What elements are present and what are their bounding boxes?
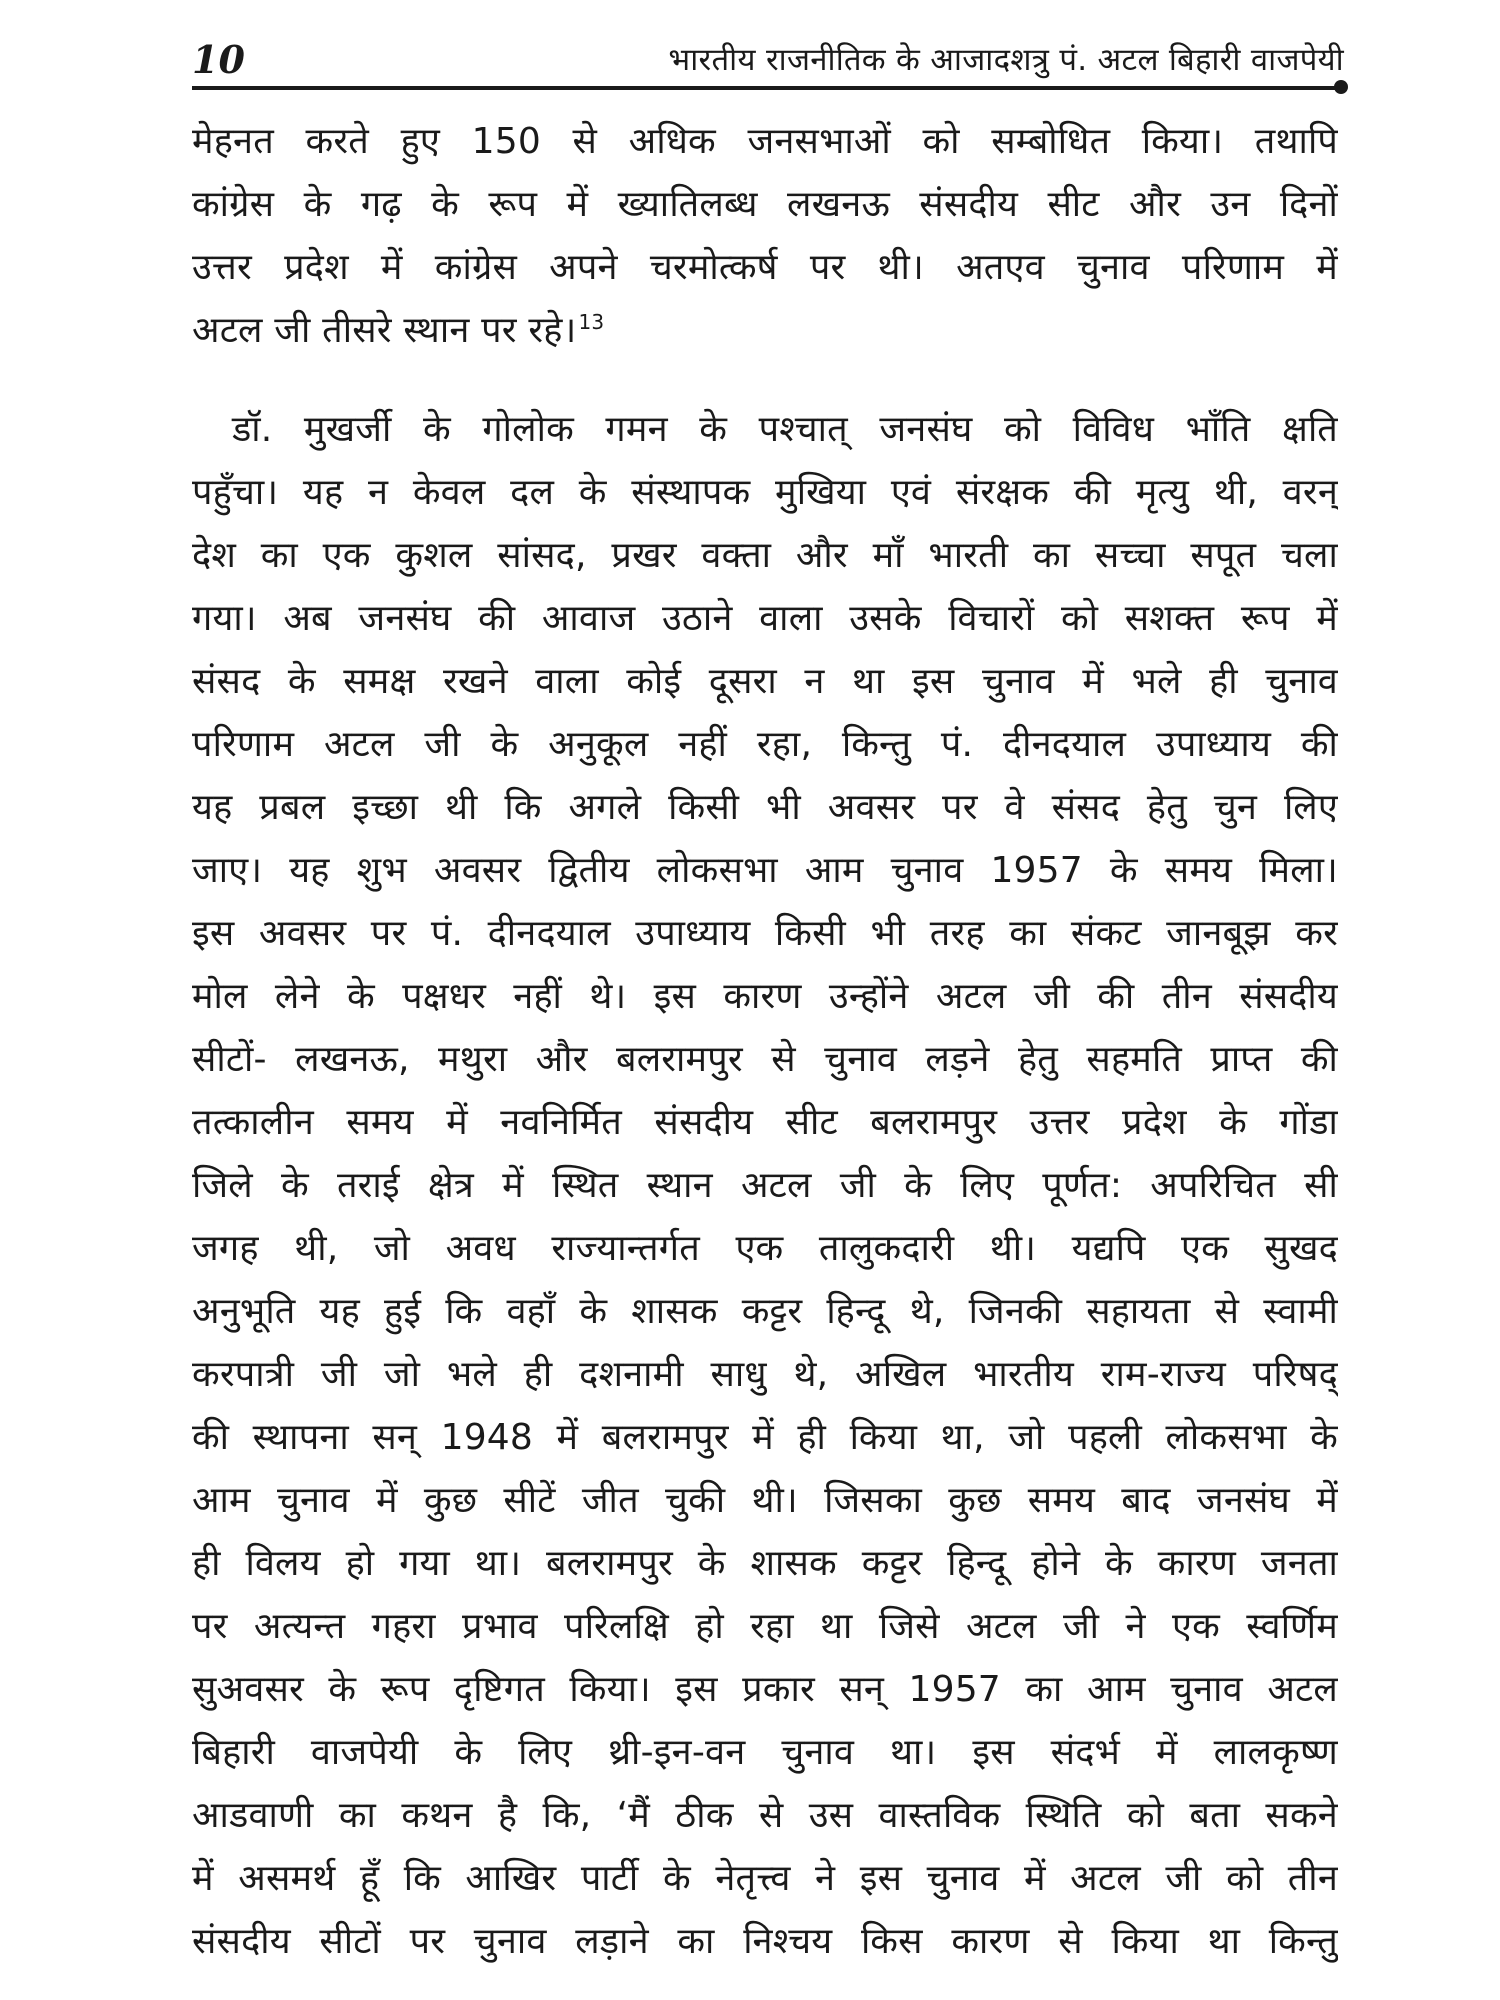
text-line: इस अवसर पर पं. दीनदयाल उपाध्याय किसी भी तरह का संकट जानबूझ कर	[192, 913, 1338, 954]
running-title: भारतीय राजनीतिक के आजादशत्रु पं. अटल बिहारी वाजपेयी	[668, 42, 1344, 78]
text-line: सीटों- लखनऊ, मथुरा और बलरामपुर से चुनाव लड़ने हेतु सहमति प्राप्त की	[192, 1039, 1338, 1080]
paragraph-1	[192, 110, 1338, 362]
text-line: पहुँचा। यह न केवल दल के संस्थापक मुखिया एवं संरक्षक की मृत्यु थी, वरन्	[192, 472, 1338, 513]
text-line: जाए। यह शुभ अवसर द्वितीय लोकसभा आम चुनाव 1957 के समय मिला।	[192, 850, 1338, 891]
text-line: बिहारी वाजपेयी के लिए थ्री-इन-वन चुनाव था। इस संदर्भ में लालकृष्ण	[192, 1732, 1338, 1773]
text-line: मोल लेने के पक्षधर नहीं थे। इस कारण उन्होंने अटल जी की तीन संसदीय	[192, 976, 1338, 1017]
text-line: करपात्री जी जो भले ही दशनामी साधु थे, अखिल भारतीय राम-राज्य परिषद्	[192, 1354, 1338, 1395]
paragraph-gap	[192, 362, 1338, 398]
text-line: की स्थापना सन् 1948 में बलरामपुर में ही किया था, जो पहली लोकसभा के	[192, 1417, 1338, 1458]
text-line: में असमर्थ हूँ कि आखिर पार्टी के नेतृत्त्व ने इस चुनाव में अटल जी को तीन	[192, 1858, 1338, 1899]
page-header	[192, 30, 1344, 88]
text-line: आम चुनाव में कुछ सीटें जीत चुकी थी। जिसका कुछ समय बाद जनसंघ में	[192, 1480, 1338, 1521]
text-line: कांग्रेस के गढ़ के रूप में ख्यातिलब्ध लखनऊ संसदीय सीट और उन दिनों	[192, 184, 1338, 225]
text-line: जगह थी, जो अवध राज्यान्तर्गत एक तालुकदारी थी। यद्यपि एक सुखद	[192, 1228, 1338, 1269]
text-line: संसदीय सीटों पर चुनाव लड़ाने का निश्चय किस कारण से किया था किन्तु	[192, 1921, 1338, 1962]
text-line: जिले के तराई क्षेत्र में स्थित स्थान अटल जी के लिए पूर्णत: अपरिचित सी	[192, 1165, 1338, 1206]
body-text	[192, 110, 1338, 1973]
text-line: परिणाम अटल जी के अनुकूल नहीं रहा, किन्तु पं. दीनदयाल उपाध्याय की	[192, 724, 1338, 765]
text-line: मेहनत करते हुए 150 से अधिक जनसभाओं को सम्बोधित किया। तथापि	[192, 121, 1338, 162]
header-rule-dot	[1334, 80, 1348, 94]
text-line: देश का एक कुशल सांसद, प्रखर वक्ता और माँ भारती का सच्चा सपूत चला	[192, 535, 1338, 576]
paragraph-2	[192, 398, 1338, 1973]
text-line: तत्कालीन समय में नवनिर्मित संसदीय सीट बलरामपुर उत्तर प्रदेश के गोंडा	[192, 1102, 1338, 1143]
text-line: आडवाणी का कथन है कि, ‘मैं ठीक से उस वास्तविक स्थिति को बता सकने	[192, 1795, 1338, 1836]
text-line: उत्तर प्रदेश में कांग्रेस अपने चरमोत्कर्ष पर थी। अतएव चुनाव परिणाम में	[192, 247, 1338, 288]
text-line: अनुभूति यह हुई कि वहाँ के शासक कट्टर हिन्दू थे, जिनकी सहायता से स्वामी	[192, 1291, 1338, 1332]
text-line	[192, 299, 1338, 362]
footnote-reference: 13	[578, 310, 605, 334]
text-line: ही विलय हो गया था। बलरामपुर के शासक कट्टर हिन्दू होने के कारण जनता	[192, 1543, 1338, 1584]
text-line-content: अटल जी तीसरे स्थान पर रहे।	[192, 310, 577, 351]
text-line: डॉ. मुखर्जी के गोलोक गमन के पश्चात् जनसंघ को विविध भाँति क्षति	[232, 409, 1338, 450]
text-line: सुअवसर के रूप दृष्टिगत किया। इस प्रकार सन् 1957 का आम चुनाव अटल	[192, 1669, 1338, 1710]
page-number: 10	[192, 37, 245, 82]
text-line: गया। अब जनसंघ की आवाज उठाने वाला उसके विचारों को सशक्त रूप में	[192, 598, 1338, 639]
text-line: पर अत्यन्त गहरा प्रभाव परिलक्षि हो रहा था जिसे अटल जी ने एक स्वर्णिम	[192, 1606, 1338, 1647]
text-line: संसद के समक्ष रखने वाला कोई दूसरा न था इस चुनाव में भले ही चुनाव	[192, 661, 1338, 702]
header-rule	[192, 86, 1340, 90]
text-line: यह प्रबल इच्छा थी कि अगले किसी भी अवसर पर वे संसद हेतु चुन लिए	[192, 787, 1338, 828]
